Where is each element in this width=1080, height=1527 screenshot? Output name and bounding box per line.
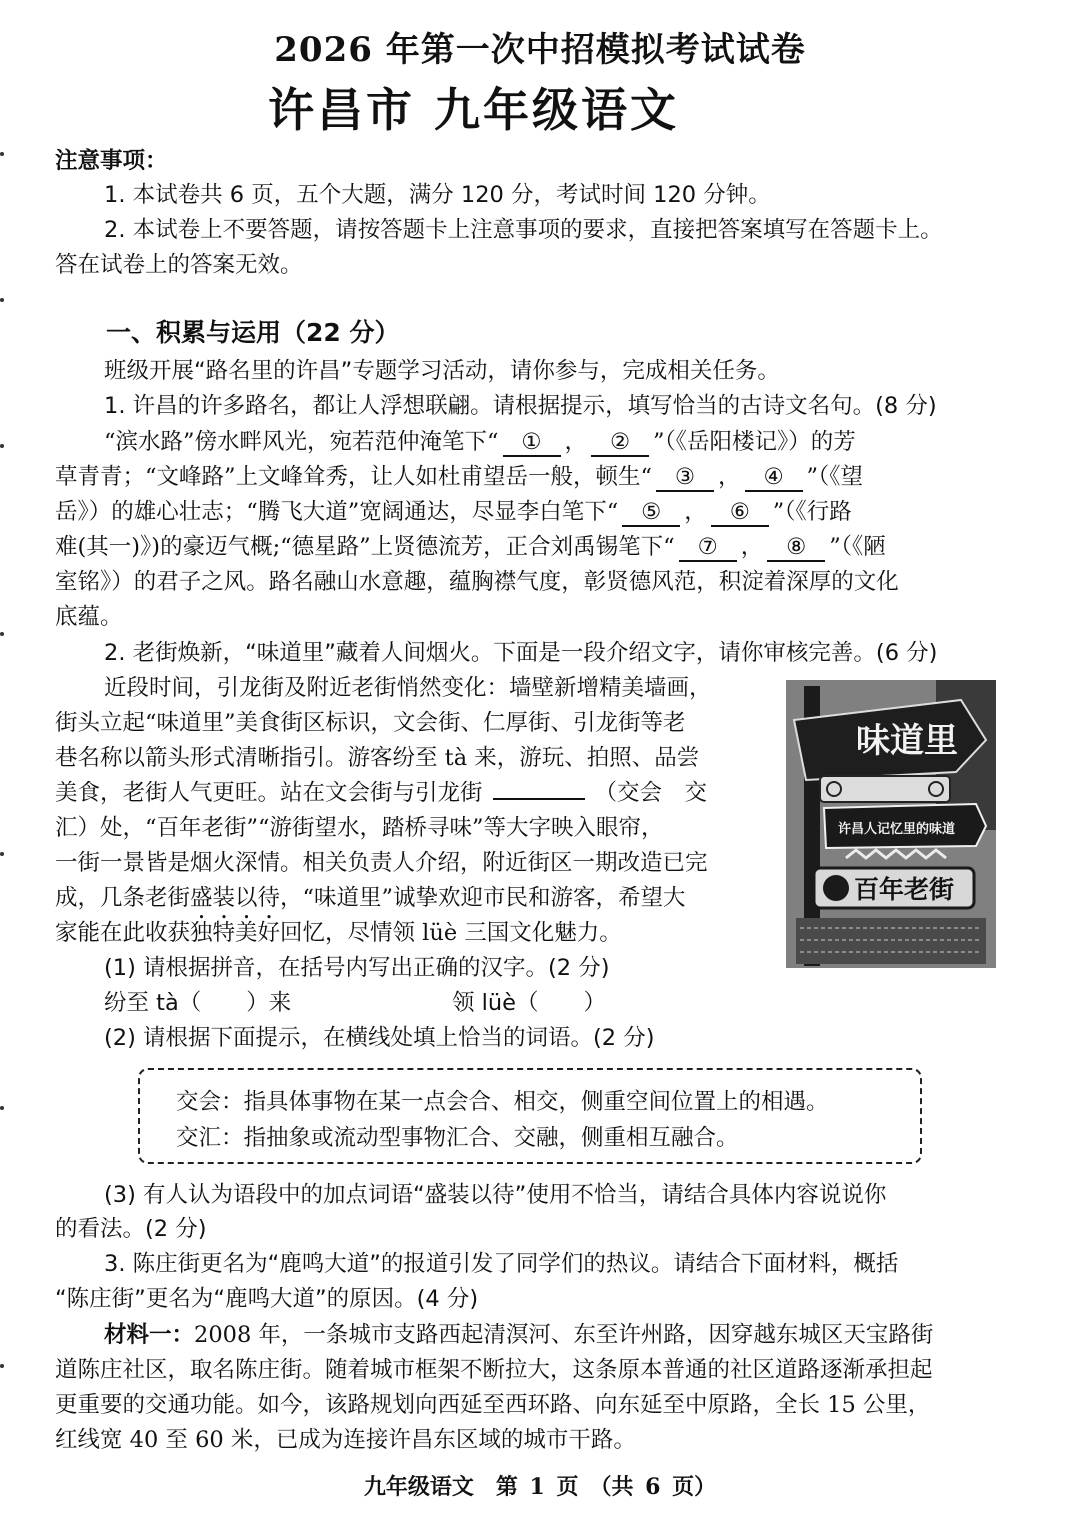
q2-passage-8: 家能在此收获独特美好回忆，尽情领 lüè 三国文化魅力。	[55, 920, 622, 946]
q3-material-1-line-4: 红线宽 40 至 60 米，已成为连接许昌东区域的城市干路。	[55, 1427, 636, 1453]
section-1-heading: 一、积累与运用（22 分）	[106, 318, 400, 347]
q1-line-4: 难(其一)》)的豪迈气概;“德星路”上贤德流芳，正合刘禹锡笔下“ ⑦ ， ⑧ ”（《陋	[55, 534, 886, 560]
notice-heading: 注意事项：	[55, 148, 168, 174]
definition-jiaohui-1: 交会：指具体事物在某一点会合、相交，侧重空间位置上的相遇。	[176, 1089, 829, 1115]
answer-blank-4[interactable]: ④	[745, 464, 803, 492]
q1-line-2: 草青青；“文峰路”上文峰耸秀，让人如杜甫望岳一般，顿生“ ③ ， ④ ”（《望	[55, 464, 864, 490]
material-label: 材料一：	[104, 1322, 195, 1348]
answer-blank-8[interactable]: ⑧	[767, 534, 825, 562]
definition-jiaohui-2: 交汇：指抽象或流动型事物汇合、交融，侧重相互融合。	[176, 1125, 739, 1151]
answer-blank-1[interactable]: ①	[503, 429, 561, 457]
sign-mid-text: 许昌人记忆里的味道	[838, 822, 956, 837]
notice-item-1: 1. 本试卷共 6 页，五个大题，满分 120 分，考试时间 120 分钟。	[104, 182, 771, 208]
q3-material-1-line-2: 道陈庄社区，取名陈庄街。随着城市框架不断拉大，这条原本普通的社区道路逐渐承担起	[55, 1357, 933, 1383]
q2-passage-7: 成，几条老街盛装以待，“味道里”诚挚欢迎市民和游客，希望大	[55, 885, 686, 911]
q2-passage-2: 街头立起“味道里”美食街区标识，文会街、仁厚街、引龙街等老	[55, 710, 686, 736]
q2-stem: 2. 老街焕新，“味道里”藏着人间烟火。下面是一段介绍文字，请你审核完善。(6 分)	[104, 640, 938, 666]
answer-blank-5[interactable]: ⑤	[622, 499, 680, 527]
q2-sub-2: (2) 请根据下面提示，在横线处填上恰当的词语。(2 分)	[104, 1025, 655, 1051]
q2-sub-1-b[interactable]: 领 lüè（ ）	[452, 990, 607, 1016]
answer-blank-2[interactable]: ②	[591, 429, 649, 457]
q1-line-5: 室铭》）的君子之风。路名融山水意趣，蕴胸襟气度，彰贤德风范，积淀着深厚的文化	[55, 569, 899, 595]
q2-passage-4: 美食，老街人气更旺。站在文会街与引龙街 （交会 交	[55, 780, 708, 806]
q3-stem-cont: “陈庄街”更名为“鹿鸣大道”的原因。(4 分)	[55, 1286, 479, 1312]
q2-sub-3: (3) 有人认为语段中的加点词语“盛装以待”使用不恰当，请结合具体内容说说你	[104, 1182, 887, 1208]
answer-blank-word[interactable]	[493, 798, 585, 800]
sign-bottom-text: 百年老街	[854, 875, 955, 904]
q1-stem: 1. 许昌的许多路名，都让人浮想联翩。请根据提示，填写恰当的古诗文名句。(8 分)	[104, 393, 937, 419]
q1-line-6: 底蕴。	[55, 604, 123, 630]
page-footer: 九年级语文 第 1 页 （共 6 页）	[363, 1474, 717, 1500]
q2-sub-3-cont: 的看法。(2 分)	[55, 1216, 207, 1242]
answer-blank-7[interactable]: ⑦	[679, 534, 737, 562]
q2-sub-1: (1) 请根据拼音，在括号内写出正确的汉字。(2 分)	[104, 955, 610, 981]
q1-line-3: 岳》）的雄心壮志；“腾飞大道”宽阔通达，尽显李白笔下“ ⑤ ， ⑥ ”（《行路	[55, 499, 852, 525]
answer-blank-3[interactable]: ③	[656, 464, 714, 492]
notice-item-2-cont: 答在试卷上的答案无效。	[55, 252, 303, 278]
q2-sub-1-a[interactable]: 纷至 tà（ ）来	[104, 990, 292, 1016]
sign-top-text: 味道里	[856, 721, 958, 761]
q3-material-1: 材料一：2008 年，一条城市支路西起清溟河、东至许州路，因穿越东城区天宝路街	[104, 1322, 934, 1348]
q2-passage-6: 一街一景皆是烟火深情。相关负责人介绍，附近街区一期改造已完	[55, 850, 708, 876]
street-sign-photo	[786, 680, 996, 968]
q3-stem: 3. 陈庄街更名为“鹿鸣大道”的报道引发了同学们的热议。请结合下面材料，概括	[104, 1251, 899, 1277]
q3-material-1-line-3: 更重要的交通功能。如今，该路规划向西延至西环路、向东延至中原路，全长 15 公里，	[55, 1392, 931, 1418]
section-1-intro: 班级开展“路名里的许昌”专题学习活动，请你参与，完成相关任务。	[104, 358, 780, 384]
q2-passage-1: 近段时间，引龙街及附近老街悄然变化：墙壁新增精美墙画，	[104, 675, 712, 701]
q1-line-1: “滨水路”傍水畔风光，宛若范仲淹笔下“ ① ， ② ”（《岳阳楼记》）的芳	[104, 429, 856, 455]
q2-passage-3: 巷名称以箭头形式清晰指引。游客纷至 tà 来，游玩、拍照、品尝	[55, 745, 700, 771]
dotted-phrase: 盛装以待	[190, 885, 281, 911]
definition-box	[138, 1068, 922, 1164]
answer-blank-6[interactable]: ⑥	[711, 499, 769, 527]
q2-passage-5: 汇）处，“百年老街”“游街望水，踏桥寻味”等大字映入眼帘，	[55, 815, 664, 841]
exam-title: 2026 年第一次中招模拟考试试卷	[274, 30, 806, 70]
exam-subtitle: 许昌市 九年级语文	[268, 83, 680, 137]
notice-item-2: 2. 本试卷上不要答题，请按答题卡上注意事项的要求，直接把答案填写在答题卡上。	[104, 217, 943, 243]
